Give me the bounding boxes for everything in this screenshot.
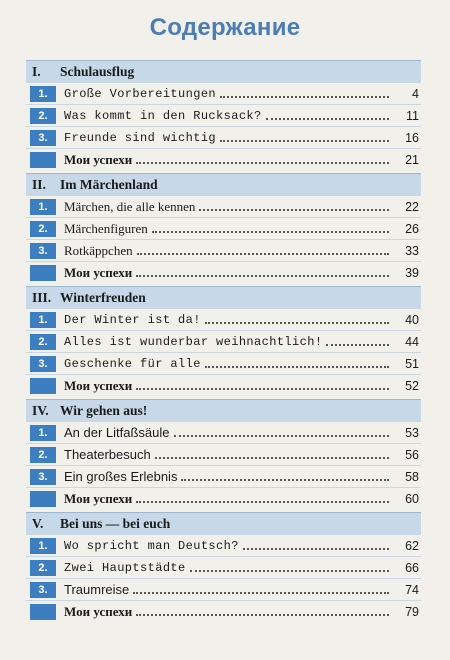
toc-entry[interactable] xyxy=(26,556,421,578)
page-title: Содержание xyxy=(149,14,301,41)
dot-leader xyxy=(136,613,389,616)
entry-title: Theaterbesuch xyxy=(64,447,151,462)
lesson-number-badge: 1. xyxy=(30,86,56,102)
toc-entry[interactable] xyxy=(26,217,421,239)
toc-entry[interactable] xyxy=(26,104,421,126)
lesson-number-badge: 3. xyxy=(30,356,56,372)
entry-title: Märchenfiguren xyxy=(64,220,148,236)
lesson-number-badge: 2. xyxy=(30,447,56,463)
entry-title: Große Vorbereitungen xyxy=(64,86,217,101)
section-title: Wir gehen aus! xyxy=(60,402,148,418)
toc-entry[interactable] xyxy=(26,261,421,283)
dot-leader xyxy=(326,343,389,346)
page-number: 40 xyxy=(405,312,419,327)
dot-leader xyxy=(205,321,389,324)
entry-title: Мои успехи xyxy=(64,264,133,280)
toc-entry[interactable] xyxy=(26,148,421,170)
entry-title: Мои успехи xyxy=(64,490,133,506)
toc-entry[interactable] xyxy=(26,239,421,261)
page-number: 16 xyxy=(405,130,419,145)
toc-section xyxy=(26,286,421,396)
toc-entry[interactable] xyxy=(26,578,421,600)
lesson-number-badge: 1. xyxy=(30,199,56,215)
lesson-number-badge xyxy=(30,152,56,168)
toc-entry[interactable] xyxy=(26,534,421,556)
toc-entry[interactable] xyxy=(26,82,421,104)
section-title: Winterfreuden xyxy=(60,289,146,305)
entry-title: Мои успехи xyxy=(64,151,133,167)
dot-leader xyxy=(152,230,389,233)
toc-entry[interactable] xyxy=(26,487,421,509)
dot-leader xyxy=(220,95,389,98)
page-number: 4 xyxy=(412,86,419,101)
dot-leader xyxy=(136,161,389,164)
dot-leader xyxy=(243,547,389,550)
lesson-number-badge xyxy=(30,491,56,507)
page-number: 33 xyxy=(405,243,419,258)
page-number: 44 xyxy=(405,334,419,349)
entry-title: Zwei Hauptstädte xyxy=(64,560,186,575)
page-number: 66 xyxy=(405,560,419,575)
page-number: 53 xyxy=(405,425,419,440)
section-number: V. xyxy=(32,515,44,531)
lesson-number-badge: 2. xyxy=(30,560,56,576)
entry-title: Wo spricht man Deutsch? xyxy=(64,538,239,553)
dot-leader xyxy=(137,252,389,255)
lesson-number-badge: 2. xyxy=(30,108,56,124)
toc-entry[interactable] xyxy=(26,465,421,487)
section-title: Im Märchenland xyxy=(60,176,158,192)
dot-leader xyxy=(220,139,389,142)
lesson-number-badge: 3. xyxy=(30,130,56,146)
section-header xyxy=(26,60,421,82)
lesson-number-badge xyxy=(30,604,56,620)
dot-leader xyxy=(155,456,389,459)
entry-title: Der Winter ist da! xyxy=(64,312,201,327)
dot-leader xyxy=(174,434,389,437)
lesson-number-badge: 3. xyxy=(30,243,56,259)
page-number: 62 xyxy=(405,538,419,553)
entry-title: Мои успехи xyxy=(64,377,133,393)
dot-leader xyxy=(266,117,389,120)
page-number: 51 xyxy=(405,356,419,371)
toc-entry[interactable] xyxy=(26,600,421,622)
table-of-contents xyxy=(26,60,421,625)
page-number: 60 xyxy=(405,491,419,506)
page-number: 26 xyxy=(405,221,419,236)
toc-section xyxy=(26,399,421,509)
dot-leader xyxy=(136,500,389,503)
section-header xyxy=(26,286,421,308)
lesson-number-badge xyxy=(30,265,56,281)
page-number: 21 xyxy=(405,152,419,167)
lesson-number-badge xyxy=(30,378,56,394)
entry-title: Freunde sind wichtig xyxy=(64,130,217,145)
section-header xyxy=(26,399,421,421)
toc-entry[interactable] xyxy=(26,374,421,396)
page-number: 74 xyxy=(405,582,419,597)
page-number: 39 xyxy=(405,265,419,280)
page-number: 79 xyxy=(405,604,419,619)
lesson-number-badge: 1. xyxy=(30,425,56,441)
dot-leader xyxy=(181,478,389,481)
lesson-number-badge: 3. xyxy=(30,469,56,485)
dot-leader xyxy=(136,387,389,390)
toc-entry[interactable] xyxy=(26,421,421,443)
dot-leader xyxy=(190,569,389,572)
entry-title: Geschenke für alle xyxy=(64,356,201,371)
entry-title: Rotkäppchen xyxy=(64,242,133,258)
section-number: IV. xyxy=(32,402,49,418)
page-number: 56 xyxy=(405,447,419,462)
toc-entry[interactable] xyxy=(26,330,421,352)
page-number: 52 xyxy=(405,378,419,393)
toc-section xyxy=(26,512,421,622)
toc-entry[interactable] xyxy=(26,308,421,330)
entry-title: Was kommt in den Rucksack? xyxy=(64,108,262,123)
section-number: II. xyxy=(32,176,46,192)
dot-leader xyxy=(205,365,389,368)
dot-leader xyxy=(133,591,389,594)
toc-section xyxy=(26,60,421,170)
entry-title: Märchen, die alle kennen xyxy=(64,198,196,214)
page-number: 58 xyxy=(405,469,419,484)
entry-title: Мои успехи xyxy=(64,603,133,619)
dot-leader xyxy=(199,208,389,211)
section-title: Bei uns — bei euch xyxy=(60,515,171,531)
lesson-number-badge: 3. xyxy=(30,582,56,598)
lesson-number-badge: 2. xyxy=(30,334,56,350)
toc-entry[interactable] xyxy=(26,195,421,217)
toc-entry[interactable] xyxy=(26,352,421,374)
lesson-number-badge: 1. xyxy=(30,312,56,328)
section-number: I. xyxy=(32,63,41,79)
section-title: Schulausflug xyxy=(60,63,135,79)
section-header xyxy=(26,173,421,195)
entry-title: Ein großes Erlebnis xyxy=(64,469,178,484)
page-number: 22 xyxy=(405,199,419,214)
section-header xyxy=(26,512,421,534)
lesson-number-badge: 1. xyxy=(30,538,56,554)
toc-entry[interactable] xyxy=(26,126,421,148)
toc-entry[interactable] xyxy=(26,443,421,465)
lesson-number-badge: 2. xyxy=(30,221,56,237)
section-number: III. xyxy=(32,289,52,305)
toc-section xyxy=(26,173,421,283)
dot-leader xyxy=(136,274,389,277)
entry-title: Traumreise xyxy=(64,582,130,597)
page-number: 11 xyxy=(406,108,419,123)
entry-title: Alles ist wunderbar weihnachtlich! xyxy=(64,334,323,349)
entry-title: An der Litfaßsäule xyxy=(64,425,170,440)
